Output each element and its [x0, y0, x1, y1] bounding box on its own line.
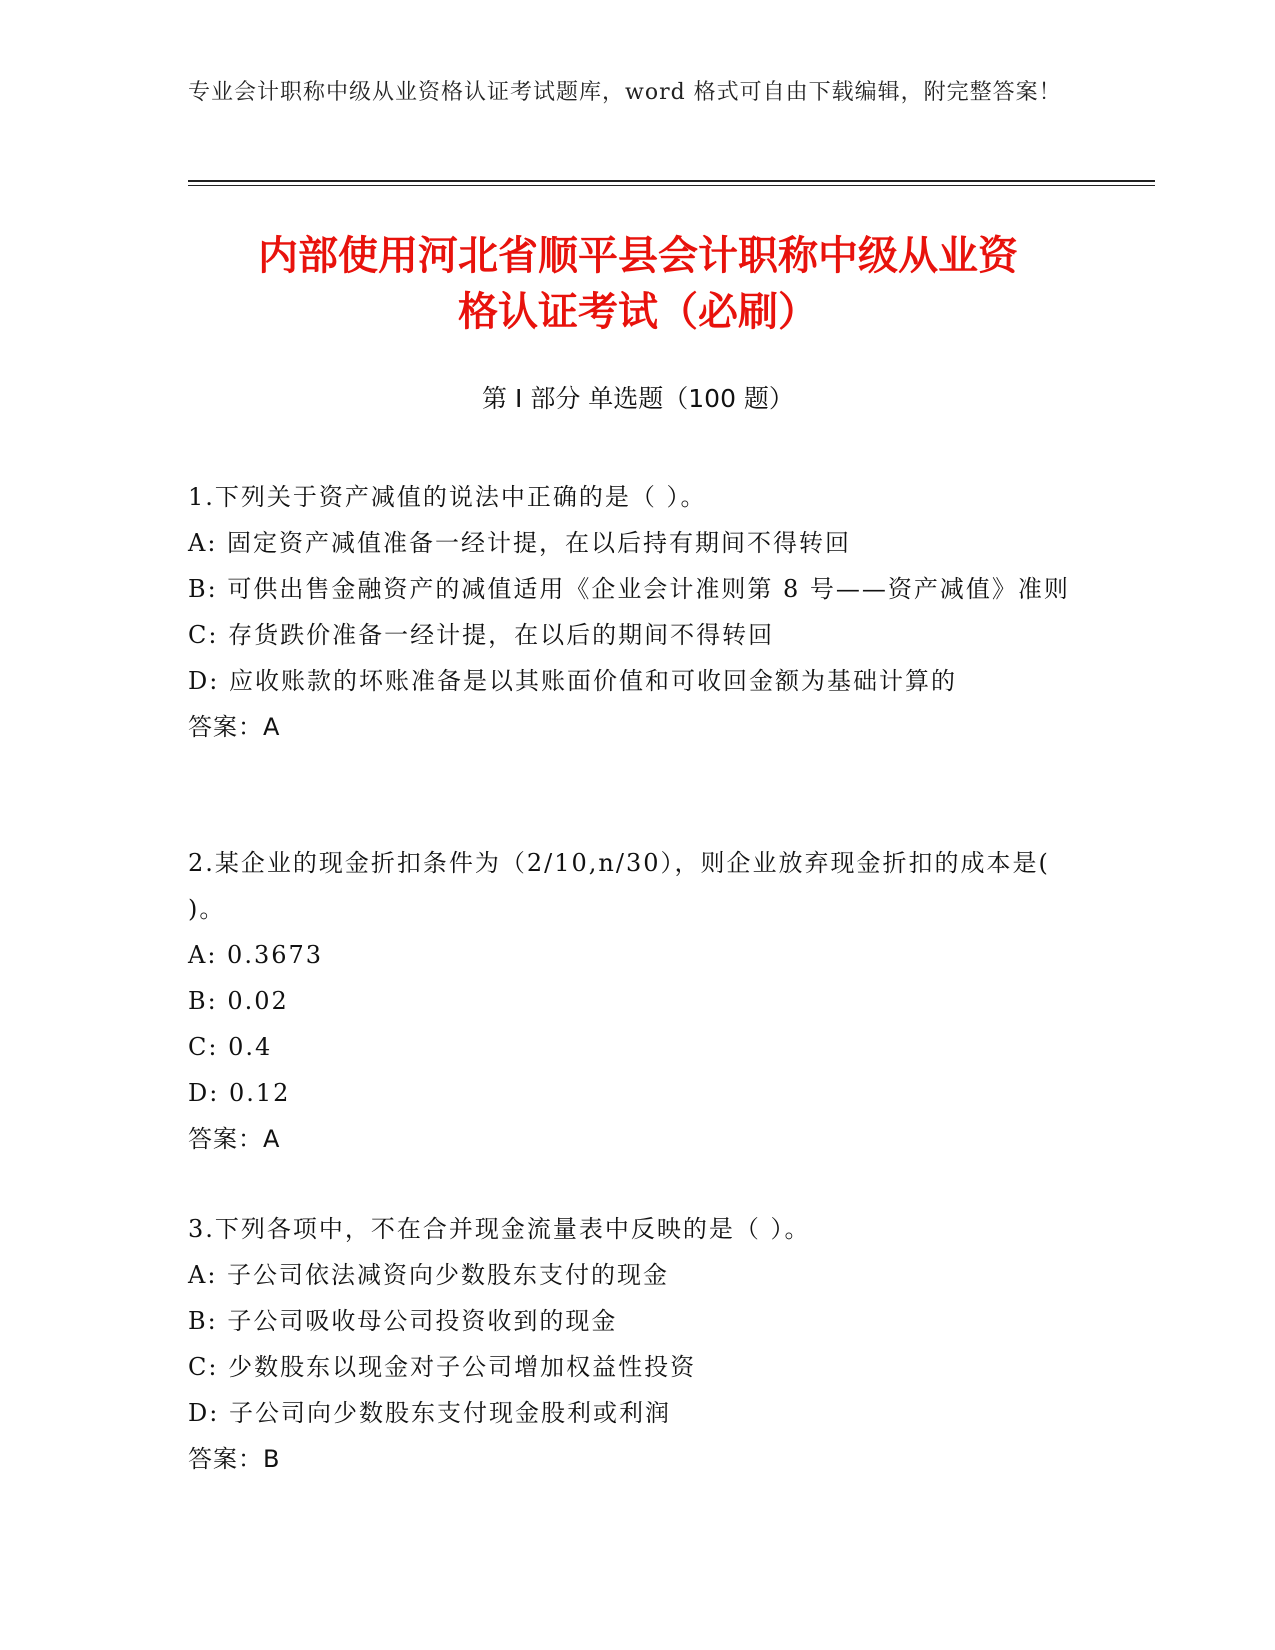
header-divider-thin — [188, 185, 1155, 186]
option-a: A: 子公司依法减资向少数股东支付的现金 — [188, 1261, 670, 1289]
answer-line: 答案：A — [188, 713, 281, 741]
option-c: C: 存货跌价准备一经计提，在以后的期间不得转回 — [188, 621, 775, 649]
option-a: A: 固定资产减值准备一经计提，在以后持有期间不得转回 — [188, 529, 852, 557]
option-d: D: 应收账款的坏账准备是以其账面价值和可收回金额为基础计算的 — [188, 667, 957, 695]
option-c: C: 少数股东以现金对子公司增加权益性投资 — [188, 1353, 697, 1381]
question-1 — [188, 474, 1088, 750]
answer-line: 答案：A — [188, 1125, 281, 1153]
section-title: 第 I 部分 单选题（100 题） — [482, 384, 794, 413]
option-d: D: 0.12 — [188, 1079, 291, 1107]
question-stem: 1.下列关于资产减值的说法中正确的是（ ）。 — [188, 483, 707, 511]
question-stem: 2.某企业的现金折扣条件为（2/10,n/30），则企业放弃现金折扣的成本是( )。 — [188, 849, 1050, 923]
header-note: 专业会计职称中级从业资格认证考试题库，word 格式可自由下载编辑，附完整答案！ — [188, 80, 1062, 105]
question-3 — [188, 1206, 1088, 1482]
option-b: B: 子公司吸收母公司投资收到的现金 — [188, 1307, 618, 1335]
document-title-line-2: 格认证考试（必刷） — [458, 289, 818, 335]
document-title-line-1: 内部使用河北省顺平县会计职称中级从业资 — [258, 233, 1018, 279]
option-b: B: 0.02 — [188, 987, 289, 1015]
question-2 — [188, 840, 1088, 1162]
option-a: A: 0.3673 — [188, 941, 324, 969]
document-title — [188, 228, 1088, 340]
option-d: D: 子公司向少数股东支付现金股利或利润 — [188, 1399, 671, 1427]
question-stem: 3.下列各项中，不在合并现金流量表中反映的是（ ）。 — [188, 1215, 811, 1243]
option-c: C: 0.4 — [188, 1033, 273, 1061]
option-b: B: 可供出售金融资产的减值适用《企业会计准则第 8 号——资产减值》准则 — [188, 575, 1070, 603]
header-divider-thick — [188, 180, 1155, 182]
answer-line: 答案：B — [188, 1445, 281, 1473]
